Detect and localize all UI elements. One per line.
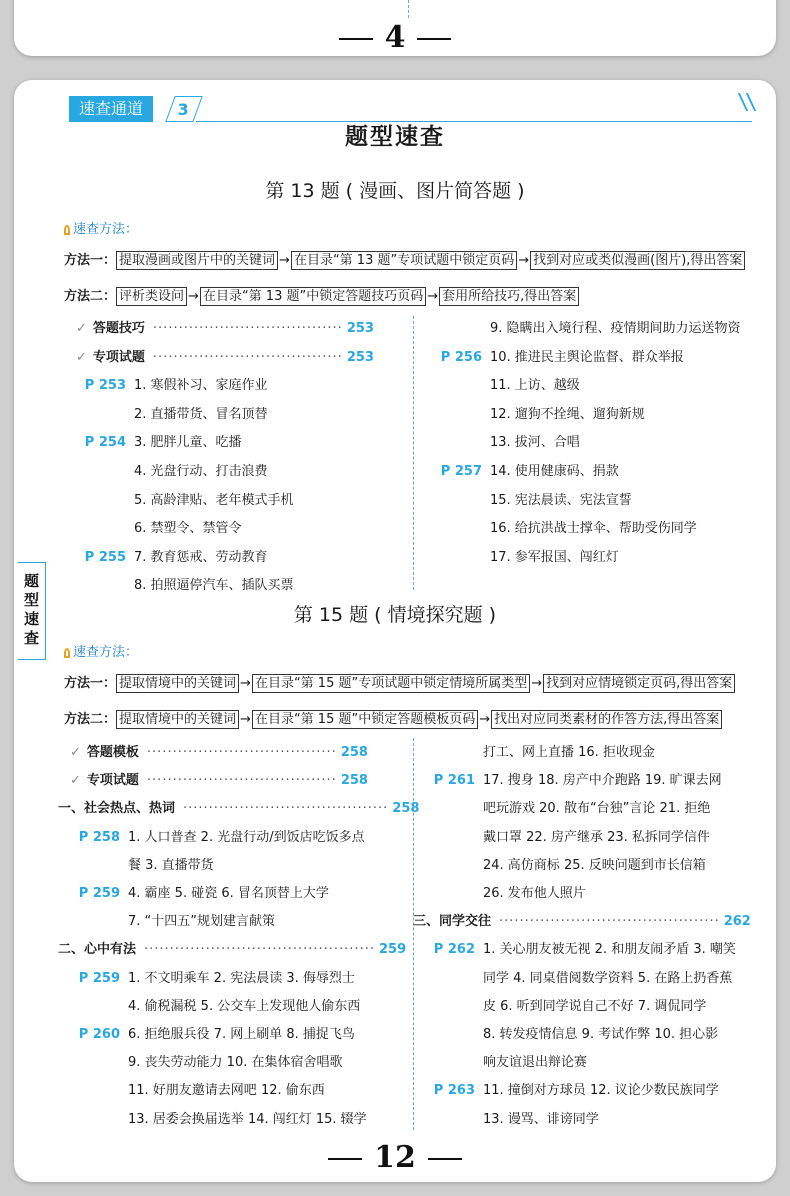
method-two-flow: 方法二： 提取情境中的关键词 → 在目录“第 15 题”中锁定答题模板页码 → 找出对应同类素材的作答方法,得出答案	[64, 708, 722, 727]
page-ref: P 255	[84, 549, 126, 565]
section-title: 第 15 题 ( 情境探究题 )	[293, 604, 497, 626]
list-item	[432, 346, 684, 365]
method-two-flow: 方法二： 评析类设问 → 在目录“第 13 题”中锁定答题技巧页码 → 套用所给技巧,得出答案	[64, 285, 579, 304]
list-item	[70, 1079, 325, 1098]
entry-heading: 一、社会热点、热词	[58, 801, 176, 817]
entry-text: 11. 上访、越级	[490, 378, 580, 394]
column-divider	[413, 316, 414, 590]
list-item	[432, 460, 619, 479]
entry-text: 7. “十四五”规划建言献策	[128, 914, 276, 930]
list-item	[425, 938, 736, 957]
list-item	[76, 460, 268, 479]
list-item	[432, 489, 632, 508]
list-item	[58, 938, 406, 957]
entry-text: 14. 使用健康码、捐款	[490, 464, 619, 479]
list-item	[76, 489, 294, 508]
entry-text: 4. 霸座 5. 碰瓷 6. 冒名顶替上大学	[128, 886, 329, 901]
check-icon: ✓	[76, 321, 87, 336]
list-item	[432, 317, 741, 336]
entry-heading: 答题技巧	[92, 321, 145, 336]
entry-text: 响友谊退出辩论赛	[483, 1055, 588, 1071]
entry-text: 12. 遛狗不拴绳、遛狗新规	[490, 406, 645, 422]
entry-text: 1. 寒假补习、家庭作业	[134, 378, 268, 394]
list-item	[70, 741, 368, 760]
method-label: 速查方法：	[64, 218, 138, 237]
entry-text: 9. 丧失劳动能力 10. 在集体宿舍唱歌	[128, 1055, 343, 1071]
bulb-icon	[64, 648, 70, 658]
list-item	[432, 546, 619, 565]
page-ref: 253	[346, 349, 374, 365]
method-one-flow: 方法一： 提取情境中的关键词 → 在目录“第 15 题”专项试题中锁定情境所属类型 → 找到对应情境锁定页码,得出答案	[64, 672, 735, 691]
side-tab[interactable]: 题型速查	[18, 562, 46, 660]
entry-heading: 专项试题	[86, 773, 139, 789]
list-item	[58, 797, 419, 816]
leader-dots: ·····································	[152, 349, 343, 365]
page-ref: P 259	[78, 970, 120, 986]
list-item	[432, 431, 580, 450]
list-item	[425, 1051, 587, 1070]
entry-text: 13. 拔河、合唱	[490, 435, 580, 451]
list-item	[76, 574, 294, 593]
list-item	[76, 431, 242, 450]
leader-dots: ·····································	[146, 773, 337, 789]
page-ref: P 260	[78, 1027, 120, 1042]
list-item	[70, 1023, 355, 1042]
column-divider-top	[408, 0, 409, 18]
page-ref: 258	[340, 745, 368, 760]
entry-text: 皮 6. 听到同学说自己不好 7. 调侃同学	[483, 998, 707, 1014]
list-item	[425, 1023, 718, 1042]
entry-text: 26. 发布他人照片	[483, 886, 586, 901]
list-item	[70, 1051, 342, 1070]
entry-text: 6. 禁塑令、禁管令	[134, 521, 242, 537]
entry-text: 4. 光盘行动、打击浪费	[134, 464, 268, 479]
page-ref: P 258	[78, 829, 120, 845]
entry-text: 1. 人口普查 2. 光盘行动/到饭店吃饭多点	[128, 829, 365, 845]
entry-heading: 专项试题	[92, 349, 145, 365]
entry-heading: 三、同学交往	[413, 914, 492, 930]
section-tag-number: 3	[165, 96, 202, 122]
list-item	[425, 854, 706, 873]
check-icon: ✓	[76, 349, 87, 365]
entry-text: 1. 不文明乘车 2. 宪法晨读 3. 侮辱烈士	[128, 970, 355, 986]
page-ref: P 263	[433, 1083, 475, 1099]
entry-text: 13. 谩骂、诽谤同学	[483, 1111, 599, 1127]
entry-text: 同学 4. 同桌借阅数学资料 5. 在路上扔香蕉	[483, 970, 733, 986]
list-item	[70, 882, 329, 901]
check-icon: ✓	[70, 745, 81, 760]
entry-text: 3. 肥胖儿童、吃播	[134, 435, 242, 451]
list-item	[76, 346, 374, 365]
page-ref: 253	[346, 321, 374, 336]
entry-text: 11. 撞倒对方球员 12. 议论少数民族同学	[483, 1083, 719, 1099]
page-ref: 259	[378, 942, 407, 958]
list-item	[70, 967, 355, 986]
entry-text: 打工、网上直播 16. 拒收现金	[483, 745, 655, 760]
bottom-page-number: 12	[0, 1140, 790, 1175]
list-item	[425, 741, 655, 760]
entry-text: 吧玩游戏 20. 散布“台独”言论 21. 拒绝	[483, 801, 711, 817]
page-ref: P 259	[78, 886, 120, 901]
page-ref: P 261	[433, 773, 475, 789]
entry-text: 6. 拒绝服兵役 7. 网上刷单 8. 捕捉飞鸟	[128, 1027, 355, 1042]
entry-text: 17. 搜身 18. 房产中介跑路 19. 旷课去网	[483, 773, 722, 789]
list-item	[70, 826, 365, 845]
list-item	[425, 797, 710, 816]
entry-text: 9. 隐瞒出入境行程、疫情期间助力运送物资	[490, 321, 741, 336]
entry-text: 8. 拍照逼停汽车、插队买票	[134, 578, 294, 594]
entry-text: 10. 推进民主舆论监督、群众举报	[490, 349, 684, 365]
entry-text: 13. 居委会换届选举 14. 闯红灯 15. 辍学	[128, 1111, 367, 1127]
entry-heading: 答题模板	[86, 745, 139, 760]
list-item	[432, 374, 580, 393]
entry-heading: 二、心中有法	[58, 942, 137, 958]
entry-text: 7. 教育惩戒、劳动教育	[134, 549, 268, 565]
page-ref: P 262	[433, 942, 475, 958]
page-ref: 258	[340, 773, 368, 789]
page-ref: P 254	[84, 435, 126, 451]
list-item	[70, 910, 275, 929]
entry-text: 5. 高龄津贴、老年模式手机	[134, 492, 294, 508]
list-item	[425, 1108, 599, 1127]
list-item	[425, 882, 586, 901]
entry-text: 2. 直播带货、冒名顶替	[134, 406, 268, 422]
list-item	[413, 910, 751, 929]
leader-dots: ·····································	[152, 321, 343, 336]
entry-text: 餐 3. 直播带货	[128, 857, 214, 873]
list-item	[70, 769, 368, 788]
page-ref: P 256	[440, 349, 482, 365]
leader-dots: ········································	[183, 801, 389, 817]
check-icon: ✓	[70, 773, 81, 789]
page-title: 题型速查	[345, 124, 445, 150]
leader-dots: ·············································	[144, 942, 375, 958]
section-tag: 速查通道	[69, 96, 153, 122]
page-ref: 258	[392, 801, 420, 817]
page-ref: P 257	[440, 464, 482, 479]
list-item	[76, 403, 268, 422]
list-item	[425, 769, 722, 788]
entry-text: 11. 好朋友邀请去网吧 12. 偷东西	[128, 1083, 325, 1099]
list-item	[70, 1108, 367, 1127]
list-item	[432, 517, 697, 536]
list-item	[70, 854, 214, 873]
leader-dots: ···········································	[499, 914, 720, 930]
list-item	[425, 967, 732, 986]
entry-text: 17. 参军报国、闯红灯	[490, 549, 619, 565]
leader-dots: ·····································	[146, 745, 337, 760]
list-item	[76, 374, 268, 393]
entry-text: 1. 关心朋友被无视 2. 和朋友闹矛盾 3. 嘲笑	[483, 942, 736, 958]
entry-text: 8. 转发疫情信息 9. 考试作弊 10. 担心影	[483, 1027, 719, 1042]
list-item	[432, 403, 645, 422]
list-item	[76, 546, 268, 565]
page-ref: P 253	[84, 378, 126, 394]
list-item	[70, 995, 360, 1014]
list-item	[76, 517, 242, 536]
page-ref: 262	[723, 914, 751, 930]
entry-text: 15. 宪法晨读、宪法宣誓	[490, 492, 632, 508]
list-item	[76, 317, 374, 336]
entry-text: 16. 给抗洪战士撑伞、帮助受伤同学	[490, 521, 697, 537]
method-one-flow: 方法一： 提取漫画或图片中的关键词 → 在目录“第 13 题”专项试题中锁定页码 → 找到对应或类似漫画(图片),得出答案	[64, 249, 745, 268]
entry-text: 戴口罩 22. 房产继承 23. 私拆同学信件	[483, 829, 710, 845]
page-card	[14, 80, 776, 1182]
entry-text: 24. 高仿商标 25. 反映问题到市长信箱	[483, 857, 706, 873]
bulb-icon	[64, 225, 70, 235]
list-item	[425, 995, 706, 1014]
top-page-number: 4	[0, 20, 790, 55]
section-title: 第 13 题 ( 漫画、图片简答题 )	[265, 180, 525, 202]
method-label: 速查方法：	[64, 641, 138, 660]
list-item	[425, 1079, 719, 1098]
entry-text: 4. 偷税漏税 5. 公交车上发现他人偷东西	[128, 998, 361, 1014]
list-item	[425, 826, 710, 845]
